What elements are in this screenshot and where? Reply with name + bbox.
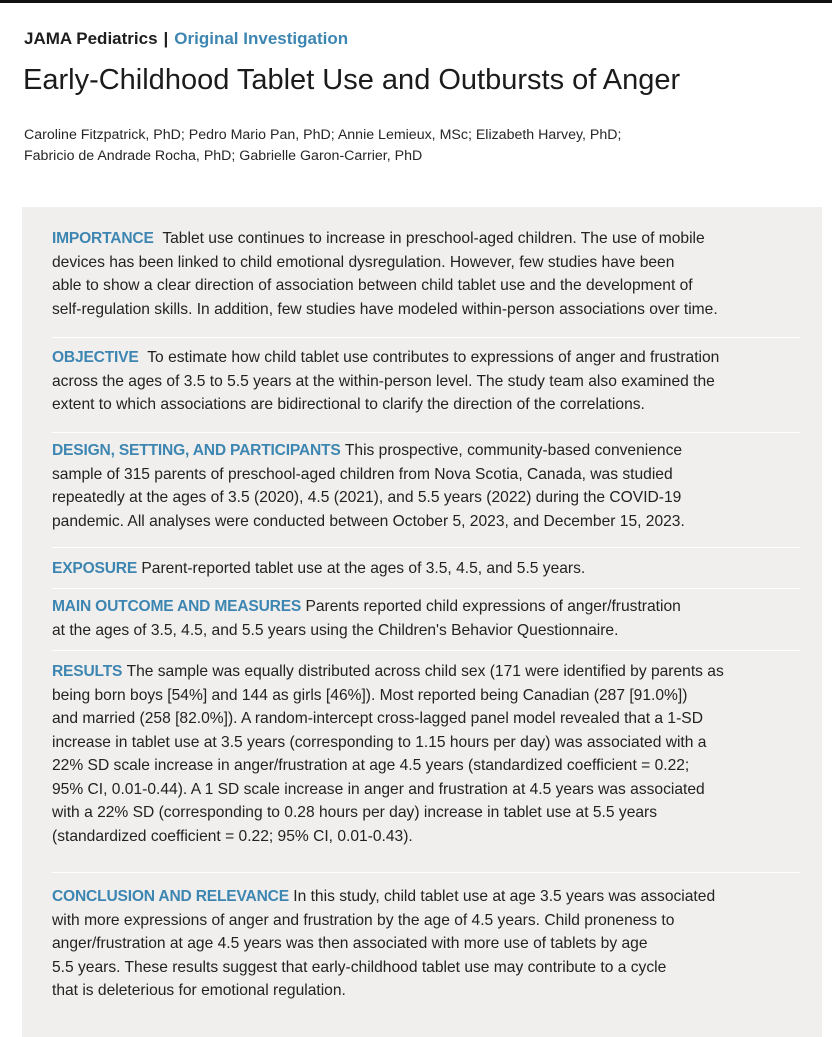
text-line: sample of 315 parents of preschool-aged children from Nova Scotia, Canada, was studied [52,465,673,483]
top-rule [0,0,832,3]
section-heading: DESIGN, SETTING, AND PARTICIPANTS [52,442,341,459]
section-divider [52,872,800,873]
abstract-design [52,439,802,533]
section-divider [52,588,800,589]
article-section: Original Investigation [174,29,349,48]
text-line: across the ages of 3.5 to 5.5 years at the within-person level. The study team also examined the [52,372,715,390]
text-line: that is deleterious for emotional regulation. [52,982,346,999]
author-line: Caroline Fitzpatrick, PhD; Pedro Mario Pan, PhD; Annie Lemieux, MSc; Elizabeth Harvey, PhD; [24,127,622,143]
journal-header [24,28,348,50]
text-line: able to show a clear direction of association between child tablet use and the development of [52,277,693,294]
section-heading: EXPOSURE [52,560,138,577]
section-heading: MAIN OUTCOME AND MEASURES [52,598,302,615]
text-line: 22% SD scale increase in anger/frustration at age 4.5 years (standardized coefficient = 0.22; [52,757,690,774]
text-line: Parents reported child expressions of anger/frustration [305,598,681,615]
text-line: increase in tablet use at 3.5 years (corresponding to 1.15 hours per day) was associated with a [52,733,707,751]
text-line: Tablet use continues to increase in preschool-aged children. The use of mobile [162,230,705,247]
text-line: 95% CI, 0.01-0.44). A 1 SD scale increase in anger and frustration at 4.5 years was associated [52,780,705,798]
abstract-objective [52,346,802,417]
abstract-conclusion [52,885,802,1003]
section-heading: CONCLUSION AND RELEVANCE [52,888,289,905]
abstract-results [52,660,802,848]
text-line: Parent-reported tablet use at the ages of 3.5, 4.5, and 5.5 years. [141,560,586,577]
abstract-box [22,207,822,1037]
section-heading: OBJECTIVE [52,349,139,366]
text-line: In this study, child tablet use at age 3.5 years was associated [293,888,716,905]
section-divider [52,650,800,651]
abstract-importance [52,227,802,321]
text-line: pandemic. All analyses were conducted between October 5, 2023, and December 15, 2023. [52,512,685,530]
text-line: with a 22% SD (corresponding to 0.28 hours per day) increase in tablet use at 5.5 years [52,804,658,821]
article-title: Early-Childhood Tablet Use and Outbursts of Anger [23,64,681,96]
text-line: self-regulation skills. In addition, few studies have modeled within-person associations over time. [52,300,718,318]
section-divider [52,547,800,548]
text-line: 5.5 years. These results suggest that early-childhood tablet use may contribute to a cycle [52,958,667,976]
text-line: repeatedly at the ages of 3.5 (2020), 4.5 (2021), and 5.5 years (2022) during the COVID-19 [52,489,682,506]
text-line: being born boys [54%] and 144 as girls [46%]). Most reported being Canadian (287 [91.0%]) [52,686,688,704]
text-line: with more expressions of anger and frustration by the age of 4.5 years. Child proneness to [52,911,675,929]
section-divider [52,432,800,433]
abstract-exposure [52,557,802,581]
section-heading: RESULTS [52,663,123,680]
text-line: To estimate how child tablet use contributes to expressions of anger and frustration [147,349,720,366]
text-line: anger/frustration at age 4.5 years was then associated with more use of tablets by age [52,935,648,952]
abstract-outcomes [52,595,802,642]
text-line: at the ages of 3.5, 4.5, and 5.5 years using the Children's Behavior Questionnaire. [52,621,619,639]
text-line: devices has been linked to child emotional dysregulation. However, few studies have been [52,253,675,271]
journal-name: JAMA Pediatrics [24,29,158,48]
text-line: extent to which associations are bidirectional to clarify the direction of the correlations. [52,396,645,413]
text-line: and married (258 [82.0%]). A random-intercept cross-lagged panel model revealed that a 1-SD [52,710,703,727]
text-line: (standardized coefficient = 0.22; 95% CI, 0.01-0.43). [52,827,413,845]
section-divider [52,337,800,338]
author-line: Fabricio de Andrade Rocha, PhD; Gabrielle Garon-Carrier, PhD [24,148,423,164]
header-separator: | [163,29,169,48]
text-line: This prospective, community-based convenience [344,442,683,459]
section-heading: IMPORTANCE [52,230,154,247]
author-list [24,125,814,167]
text-line: The sample was equally distributed across child sex (171 were identified by parents as [126,663,724,680]
